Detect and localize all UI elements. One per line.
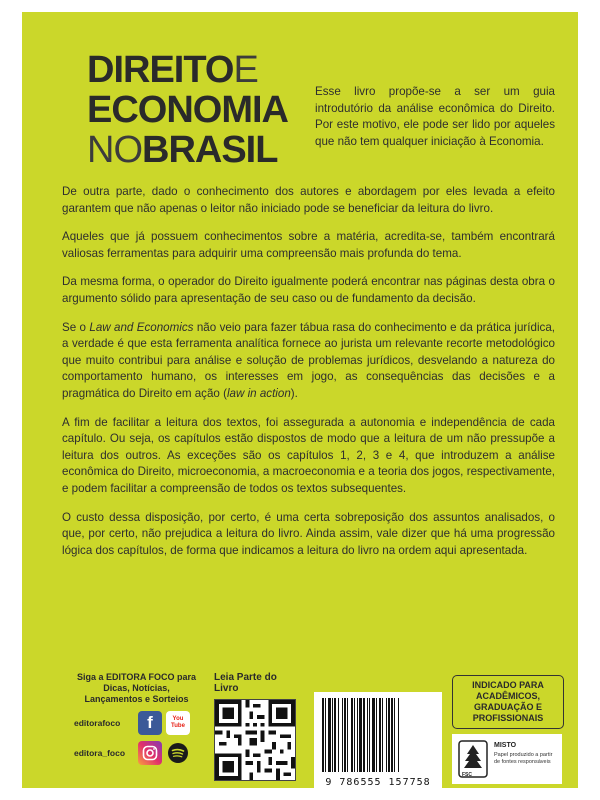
social-row-facebook-youtube bbox=[74, 711, 199, 735]
paragraph: O custo dessa disposição, por certo, é uma certa sobreposição dos assuntos analisados, o que, por certo, não prejudica a leitura do livro. Ainda assim, vale dizer que há uma progressão lógica dos capítulos, de forma que indicamos a leitura do livro na ordem aqui apresentada. bbox=[62, 510, 555, 557]
barcode-bar bbox=[357, 698, 358, 772]
synopsis-body bbox=[62, 184, 555, 571]
barcode-bar bbox=[354, 698, 355, 772]
barcode-bar bbox=[398, 698, 399, 772]
paragraph: A fim de facilitar a leitura dos textos, foi assegurada a autonomia e independência de cada capítulo. Ou seja, os capítulos estão dispostos de modo que a leitura de um não pressupõe a leitura dos outros. As exceções são os capítulos 1, 2, 3 e 4, que introduzem a análise econômica do Direito, microeconomia, a macroeconomia e a teoria dos jogos, respectivamente, e podem facilitar a compreensão de todos os textos subsequentes. bbox=[62, 415, 555, 495]
text: Se o bbox=[62, 320, 90, 334]
youtube-label: You Tube bbox=[171, 716, 185, 729]
qr-label: Leia Parte do Livro bbox=[214, 672, 277, 694]
paragraph bbox=[62, 320, 555, 403]
paragraph: De outra parte, dado o conhecimento dos autores e abordagem por eles levada a efeito garantem que não apenas o leitor não iniciado pode se beneficiar da leitura do livro. bbox=[62, 185, 555, 215]
recommended-badge bbox=[452, 675, 564, 729]
barcode-bar bbox=[388, 698, 390, 772]
barcode-bar bbox=[351, 698, 353, 772]
social-row-instagram-spotify bbox=[74, 741, 199, 765]
italic-term: Law and Economics bbox=[89, 320, 194, 334]
barcode-bar bbox=[376, 698, 377, 772]
italic-term: law in action bbox=[226, 386, 291, 400]
barcode-bar bbox=[372, 698, 375, 772]
barcode-bar bbox=[394, 698, 395, 772]
instagram-icon[interactable] bbox=[138, 741, 162, 765]
barcode-bar bbox=[325, 698, 326, 772]
barcode-bar bbox=[367, 698, 368, 772]
barcode-bar bbox=[328, 698, 331, 772]
barcode-bar bbox=[344, 698, 346, 772]
facebook-icon[interactable]: f bbox=[138, 711, 162, 735]
barcode-bar bbox=[379, 698, 381, 772]
qr-code-icon[interactable] bbox=[214, 699, 296, 781]
barcode-bar bbox=[369, 698, 370, 772]
barcode-bar bbox=[334, 698, 336, 772]
social-handle: editorafoco bbox=[74, 718, 121, 728]
barcode-bar bbox=[386, 698, 387, 772]
barcode-bar bbox=[363, 698, 365, 772]
title-e: E bbox=[233, 49, 258, 91]
social-block bbox=[74, 672, 199, 765]
social-handle: editora_foco bbox=[74, 748, 126, 758]
text: não veio para fazer tábua rasa do conhecimento e da prática jurídica, a verdade é que esta ferramenta analítica fornece ao jurista um relevante recorte metodológico que muito contribui para análise e solução de problemas jurídicos, desvelando a natureza do comportamento humano, os interesses em jogo, as consequências das decisões e a pragmática do Direito em ação ( bbox=[62, 320, 555, 400]
text: ). bbox=[290, 386, 298, 400]
paragraph: Aqueles que já possuem conhecimentos sobre a matéria, acredita-se, também encontrará valiosas ferramentas para adquirir uma compreensão mais profunda do tema. bbox=[62, 230, 555, 260]
fsc-label bbox=[452, 734, 562, 784]
barcode-bar bbox=[338, 698, 339, 772]
barcode-bar bbox=[332, 698, 333, 772]
fsc-logo-text: FSC bbox=[462, 772, 472, 778]
qr-section bbox=[214, 672, 304, 781]
barcode-bar bbox=[391, 698, 393, 772]
book-title bbox=[87, 50, 327, 170]
title-economia: ECONOMIA bbox=[87, 89, 288, 131]
barcode-bar bbox=[342, 698, 343, 772]
barcode-bar bbox=[382, 698, 383, 772]
fsc-title: MISTO bbox=[494, 742, 517, 749]
recommended-text: INDICADO PARA ACADÊMICOS, GRADUAÇÃO E PROFISSIONAIS bbox=[472, 680, 544, 723]
barcode-bar bbox=[347, 698, 348, 772]
back-cover bbox=[22, 12, 578, 788]
barcode-bars bbox=[314, 692, 442, 788]
youtube-icon[interactable] bbox=[166, 711, 190, 735]
isbn-barcode bbox=[314, 692, 442, 788]
barcode-bar bbox=[322, 698, 324, 772]
title-direito: DIREITO bbox=[87, 49, 234, 91]
social-heading: Siga a EDITORA FOCO para Dicas, Notícias, Lançamentos e Sorteios bbox=[76, 672, 197, 704]
title-no: NO bbox=[87, 129, 142, 171]
title-brasil: BRASIL bbox=[142, 129, 278, 171]
paragraph: Da mesma forma, o operador do Direito igualmente poderá encontrar nas páginas desta obra o argumento sólido para apresentação de seu caso ou de fundamento da decisão. bbox=[62, 275, 555, 305]
isbn-number: 9 786555 157758 bbox=[325, 777, 431, 788]
intro-paragraph: Esse livro propõe-se a ser um guia introdutório da análise econômica do Direito. Por este motivo, ele pode ser lido por aqueles que não tem qualquer iniciação à Economia. bbox=[315, 85, 555, 148]
fsc-description: Papel produzido a partir de fontes responsáveis bbox=[494, 752, 553, 765]
barcode-bar bbox=[359, 698, 362, 772]
spotify-icon[interactable] bbox=[166, 741, 190, 765]
